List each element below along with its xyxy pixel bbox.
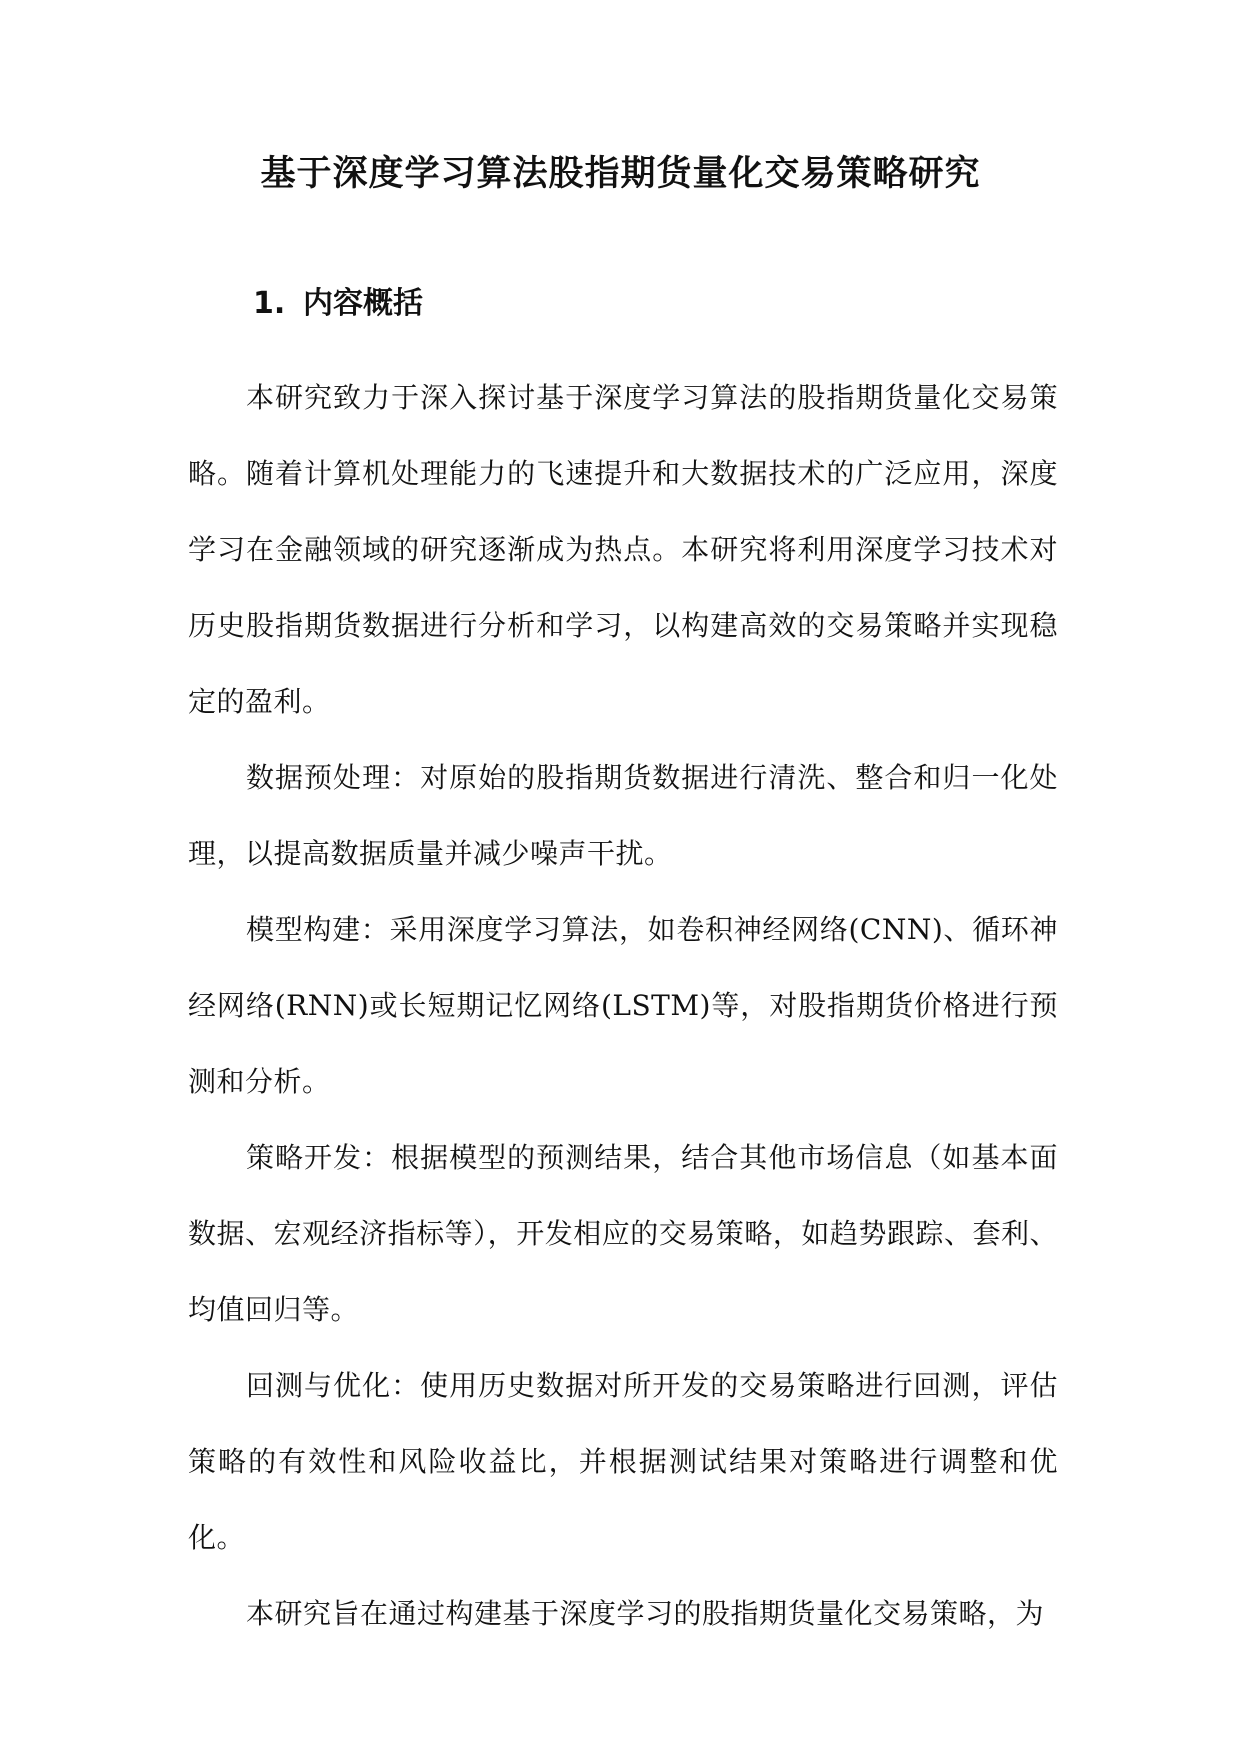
section-heading <box>253 282 423 326</box>
paragraph-backtest-optimization: 回测与优化：使用历史数据对所开发的交易策略进行回测，评估策略的有效性和风险收益比，并根据测试结果对策略进行调整和优化。 <box>188 1369 1058 1554</box>
document-title: 基于深度学习算法股指期货量化交易策略研究 <box>260 154 981 194</box>
paragraph-data-preprocessing: 数据预处理：对原始的股指期货数据进行清洗、整合和归一化处理，以提高数据质量并减少噪声干扰。 <box>188 761 1058 870</box>
paragraph-research-aim: 本研究旨在通过构建基于深度学习的股指期货量化交易策略，为 <box>246 1597 1045 1630</box>
section-number: 1. <box>253 286 286 321</box>
paragraph-model-construction: 模型构建：采用深度学习算法，如卷积神经网络(CNN)、循环神经网络(RNN)或长短期记忆网络(LSTM)等，对股指期货价格进行预测和分析。 <box>188 913 1058 1098</box>
paragraph-strategy-development: 策略开发：根据模型的预测结果，结合其他市场信息（如基本面数据、宏观经济指标等），开发相应的交易策略，如趋势跟踪、套利、均值回归等。 <box>188 1141 1058 1326</box>
body-text <box>188 360 1058 1652</box>
section-title: 内容概括 <box>303 286 423 321</box>
paragraph-intro: 本研究致力于深入探讨基于深度学习算法的股指期货量化交易策略。随着计算机处理能力的飞速提升和大数据技术的广泛应用，深度学习在金融领域的研究逐渐成为热点。本研究将利用深度学习技术对历史股指期货数据进行分析和学习，以构建高效的交易策略并实现稳定的盈利。 <box>188 381 1058 718</box>
